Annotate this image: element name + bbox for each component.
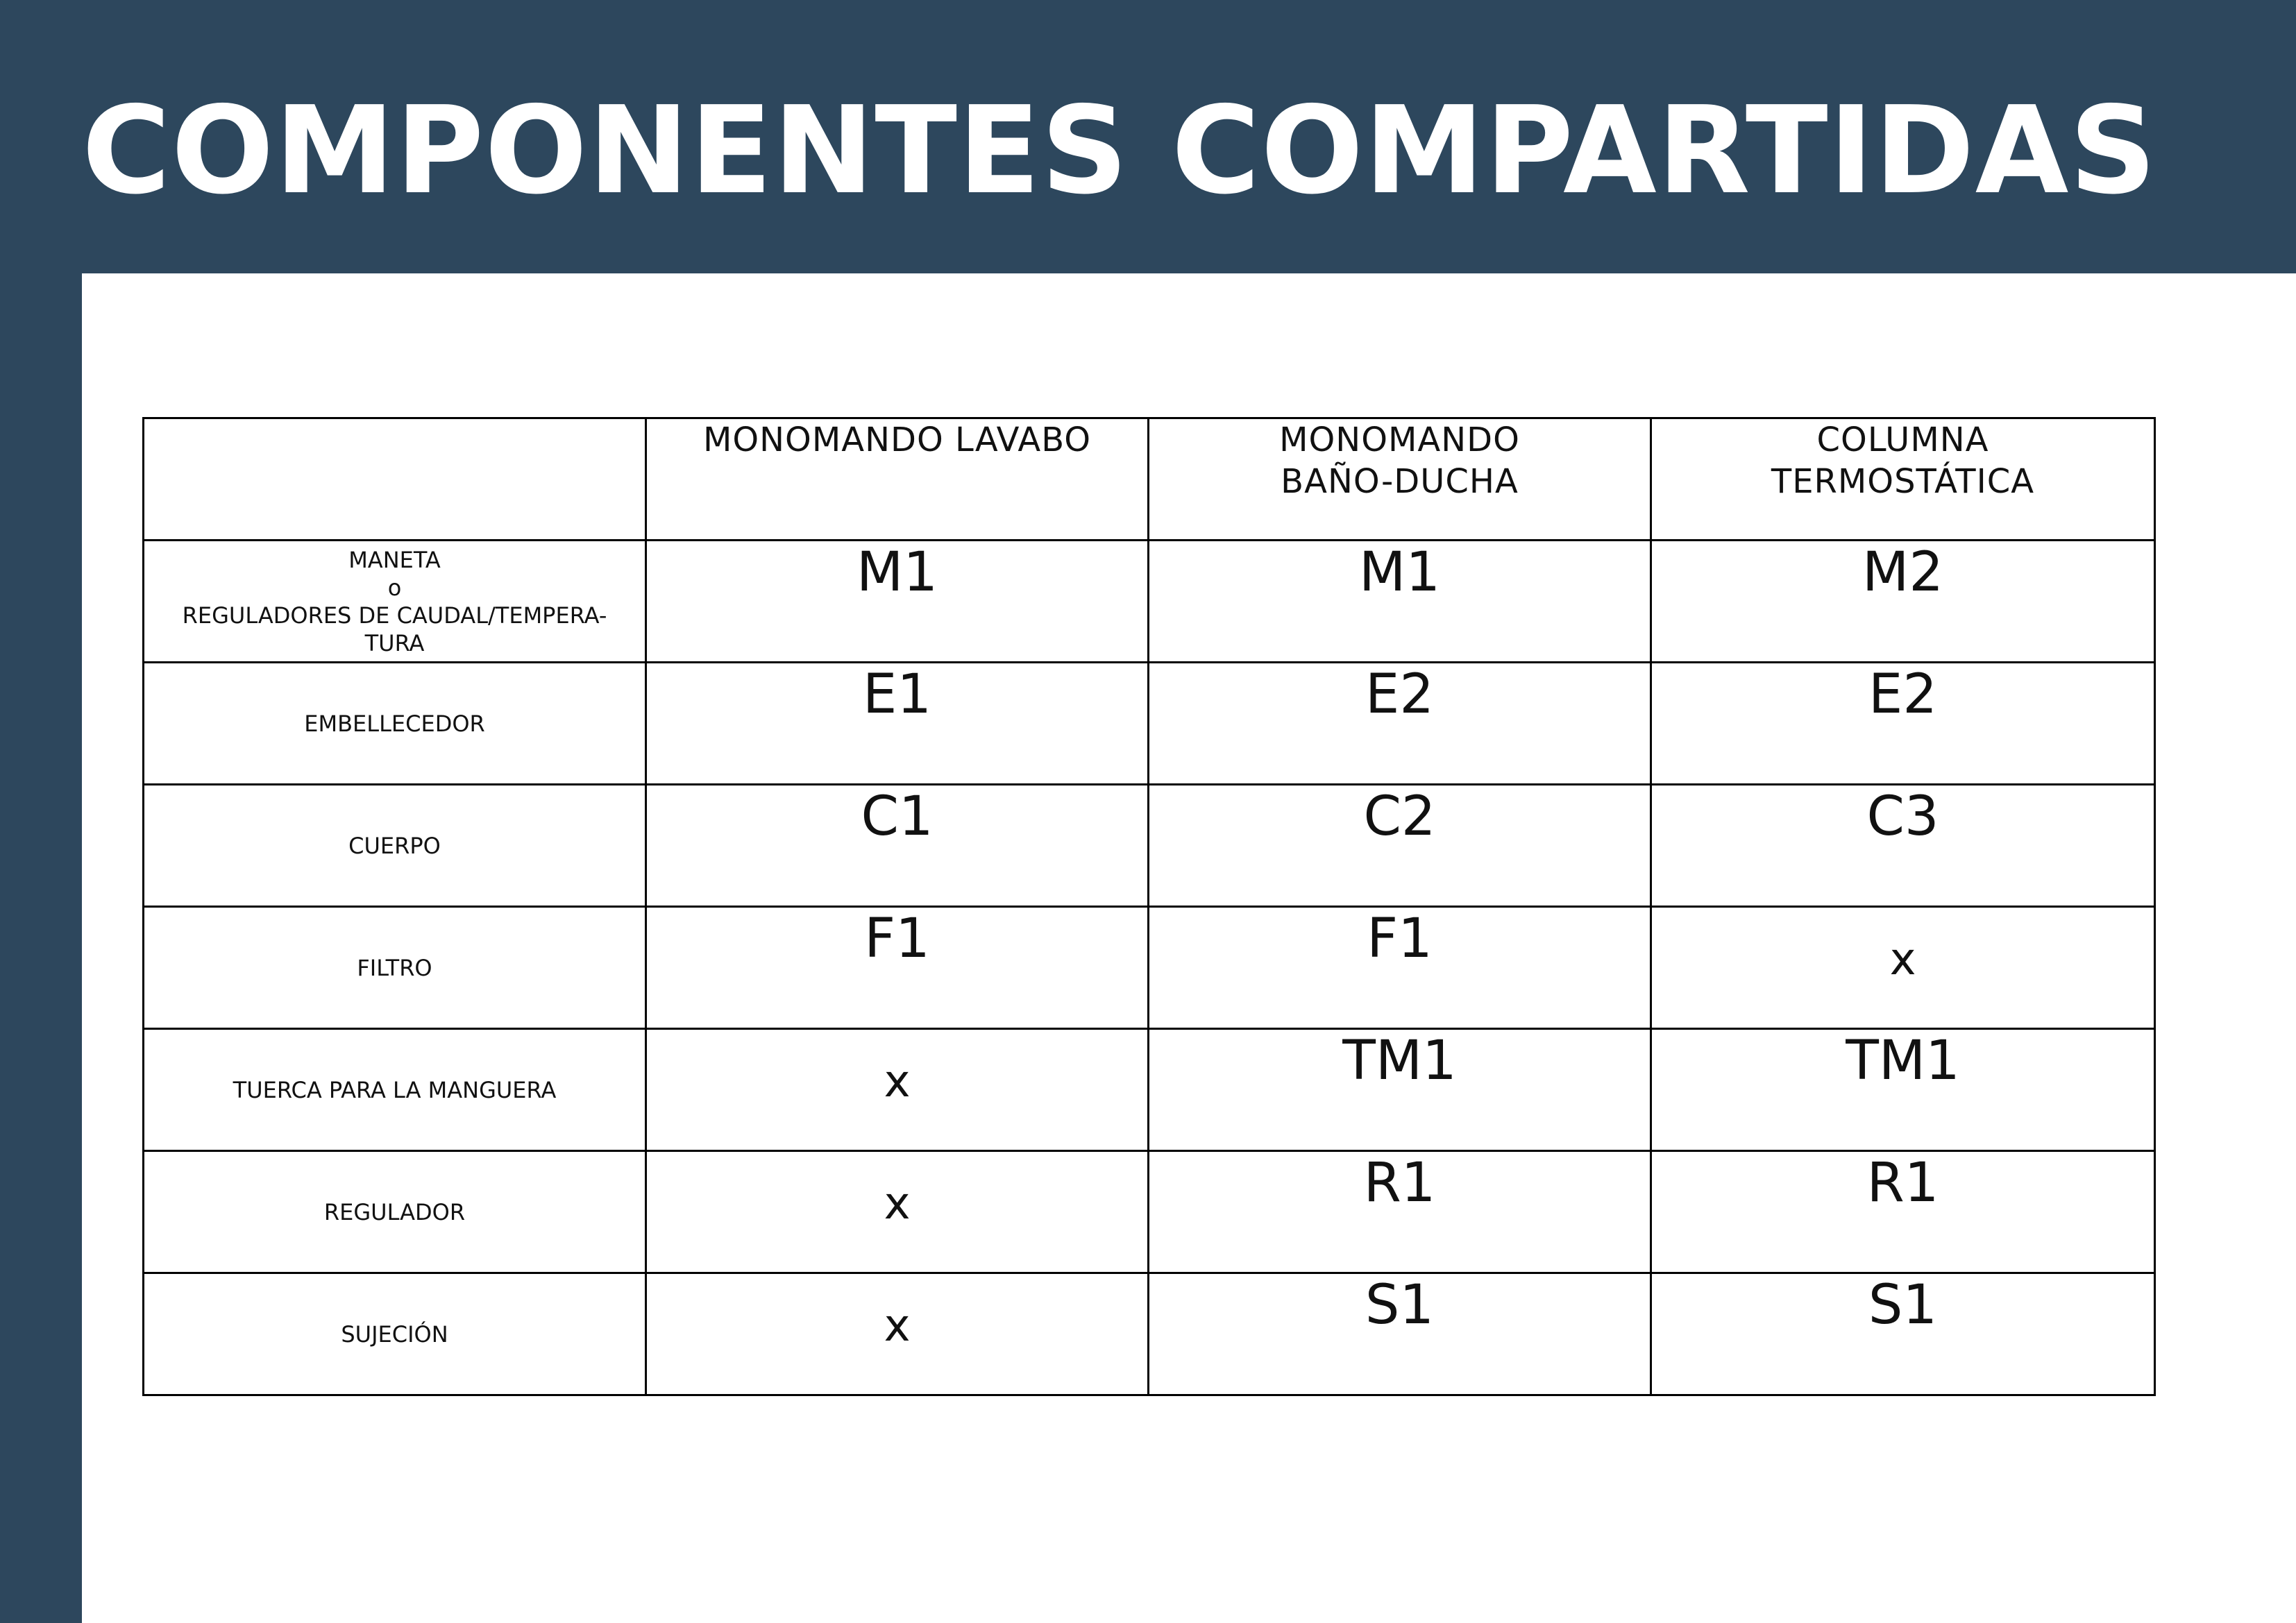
- not-applicable-mark: x: [646, 1029, 1149, 1151]
- component-code-cell: S1: [1651, 1273, 2155, 1395]
- column-header-columna-termostatica: COLUMNA TERMOSTÁTICA: [1651, 418, 2155, 541]
- component-code-cell: F1: [646, 907, 1149, 1029]
- column-header-monomando-bano-ducha: MONOMANDO BAÑO-DUCHA: [1149, 418, 1651, 541]
- component-code-cell: E1: [646, 663, 1149, 785]
- row-label-cuerpo: CUERPO: [144, 785, 646, 907]
- row-label-tuerca-manguera: TUERCA PARA LA MANGUERA: [144, 1029, 646, 1151]
- component-code-cell: E2: [1149, 663, 1651, 785]
- not-applicable-mark: x: [646, 1273, 1149, 1395]
- component-code-cell: C1: [646, 785, 1149, 907]
- component-code-cell: M2: [1651, 541, 2155, 663]
- table-row: [144, 785, 2155, 907]
- component-code-cell: M1: [1149, 541, 1651, 663]
- components-table: [142, 417, 2156, 1396]
- not-applicable-mark: x: [646, 1151, 1149, 1273]
- table-row: [144, 1273, 2155, 1395]
- row-label-embellecedor: EMBELLECEDOR: [144, 663, 646, 785]
- component-code-cell: M1: [646, 541, 1149, 663]
- component-code-cell: R1: [1149, 1151, 1651, 1273]
- table-row: [144, 907, 2155, 1029]
- table-row: [144, 663, 2155, 785]
- component-code-cell: F1: [1149, 907, 1651, 1029]
- not-applicable-mark: x: [1651, 907, 2155, 1029]
- table-row: [144, 1029, 2155, 1151]
- component-code-cell: TM1: [1651, 1029, 2155, 1151]
- column-header-monomando-lavabo: MONOMANDO LAVABO: [646, 418, 1149, 541]
- component-code-cell: S1: [1149, 1273, 1651, 1395]
- left-accent-band: [0, 0, 82, 1623]
- table-row: [144, 1151, 2155, 1273]
- table-header-row: [144, 418, 2155, 541]
- table-corner-cell: [144, 418, 646, 541]
- component-code-cell: E2: [1651, 663, 2155, 785]
- table-row: [144, 541, 2155, 663]
- component-code-cell: C3: [1651, 785, 2155, 907]
- row-label-sujecion: SUJECIÓN: [144, 1273, 646, 1395]
- component-code-cell: R1: [1651, 1151, 2155, 1273]
- component-code-cell: TM1: [1149, 1029, 1651, 1151]
- row-label-regulador: REGULADOR: [144, 1151, 646, 1273]
- row-label-maneta: MANETA o REGULADORES DE CAUDAL/TEMPERA- TURA: [144, 541, 646, 663]
- component-code-cell: C2: [1149, 785, 1651, 907]
- page-title: COMPONENTES COMPARTIDAS: [82, 80, 2157, 221]
- row-label-filtro: FILTRO: [144, 907, 646, 1029]
